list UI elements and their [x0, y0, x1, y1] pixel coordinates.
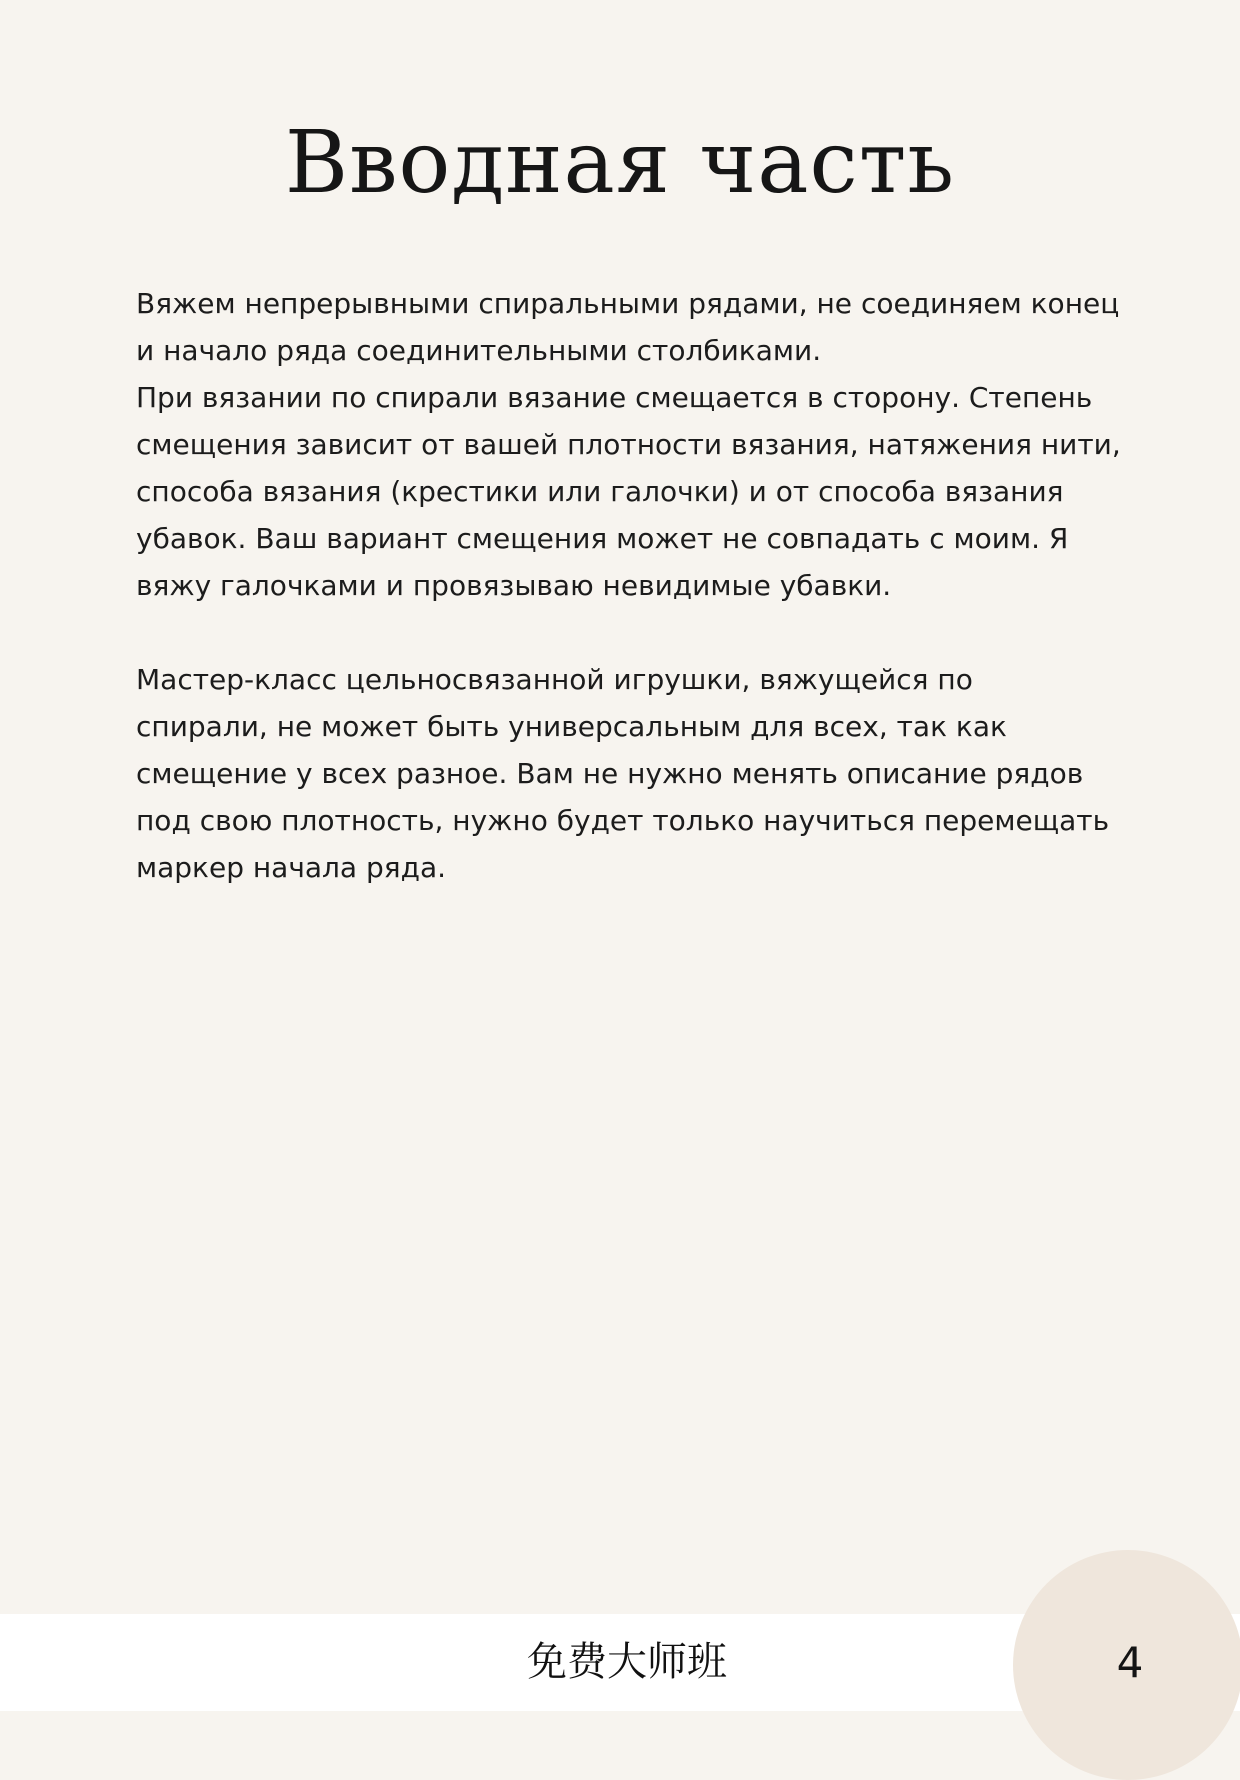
text-line: Вяжем непрерывными спиральными рядами, не соединяем конец: [136, 287, 1120, 320]
text-line: смещение у всех разное. Вам не нужно менять описание рядов: [136, 757, 1084, 790]
text-line: под свою плотность, нужно будет только научиться перемещать: [136, 804, 1110, 837]
paragraph-1: [136, 280, 1126, 609]
text-line: маркер начала ряда.: [136, 851, 447, 884]
text-line: вяжу галочками и провязываю невидимые убавки.: [136, 569, 892, 602]
text-line: способа вязания (крестики или галочки) и от способа вязания: [136, 475, 1064, 508]
text-line: При вязании по спирали вязание смещается в сторону. Степень: [136, 381, 1093, 414]
paragraph-2: [136, 656, 1126, 891]
footer-title: 免费大师班: [527, 1639, 727, 1685]
page-title: Вводная часть: [284, 113, 956, 213]
body-text: [136, 280, 1126, 891]
text-line: спирали, не может быть универсальным для всех, так как: [136, 710, 1007, 743]
text-line: смещения зависит от вашей плотности вязания, натяжения нити,: [136, 428, 1121, 461]
text-line: Мастер-класс цельносвязанной игрушки, вяжущейся по: [136, 663, 973, 696]
paragraph-spacer: [136, 609, 1126, 656]
text-line: и начало ряда соединительными столбиками.: [136, 334, 822, 367]
page-number: 4: [1116, 1638, 1144, 1687]
text-line: убавок. Ваш вариант смещения может не совпадать с моим. Я: [136, 522, 1069, 555]
